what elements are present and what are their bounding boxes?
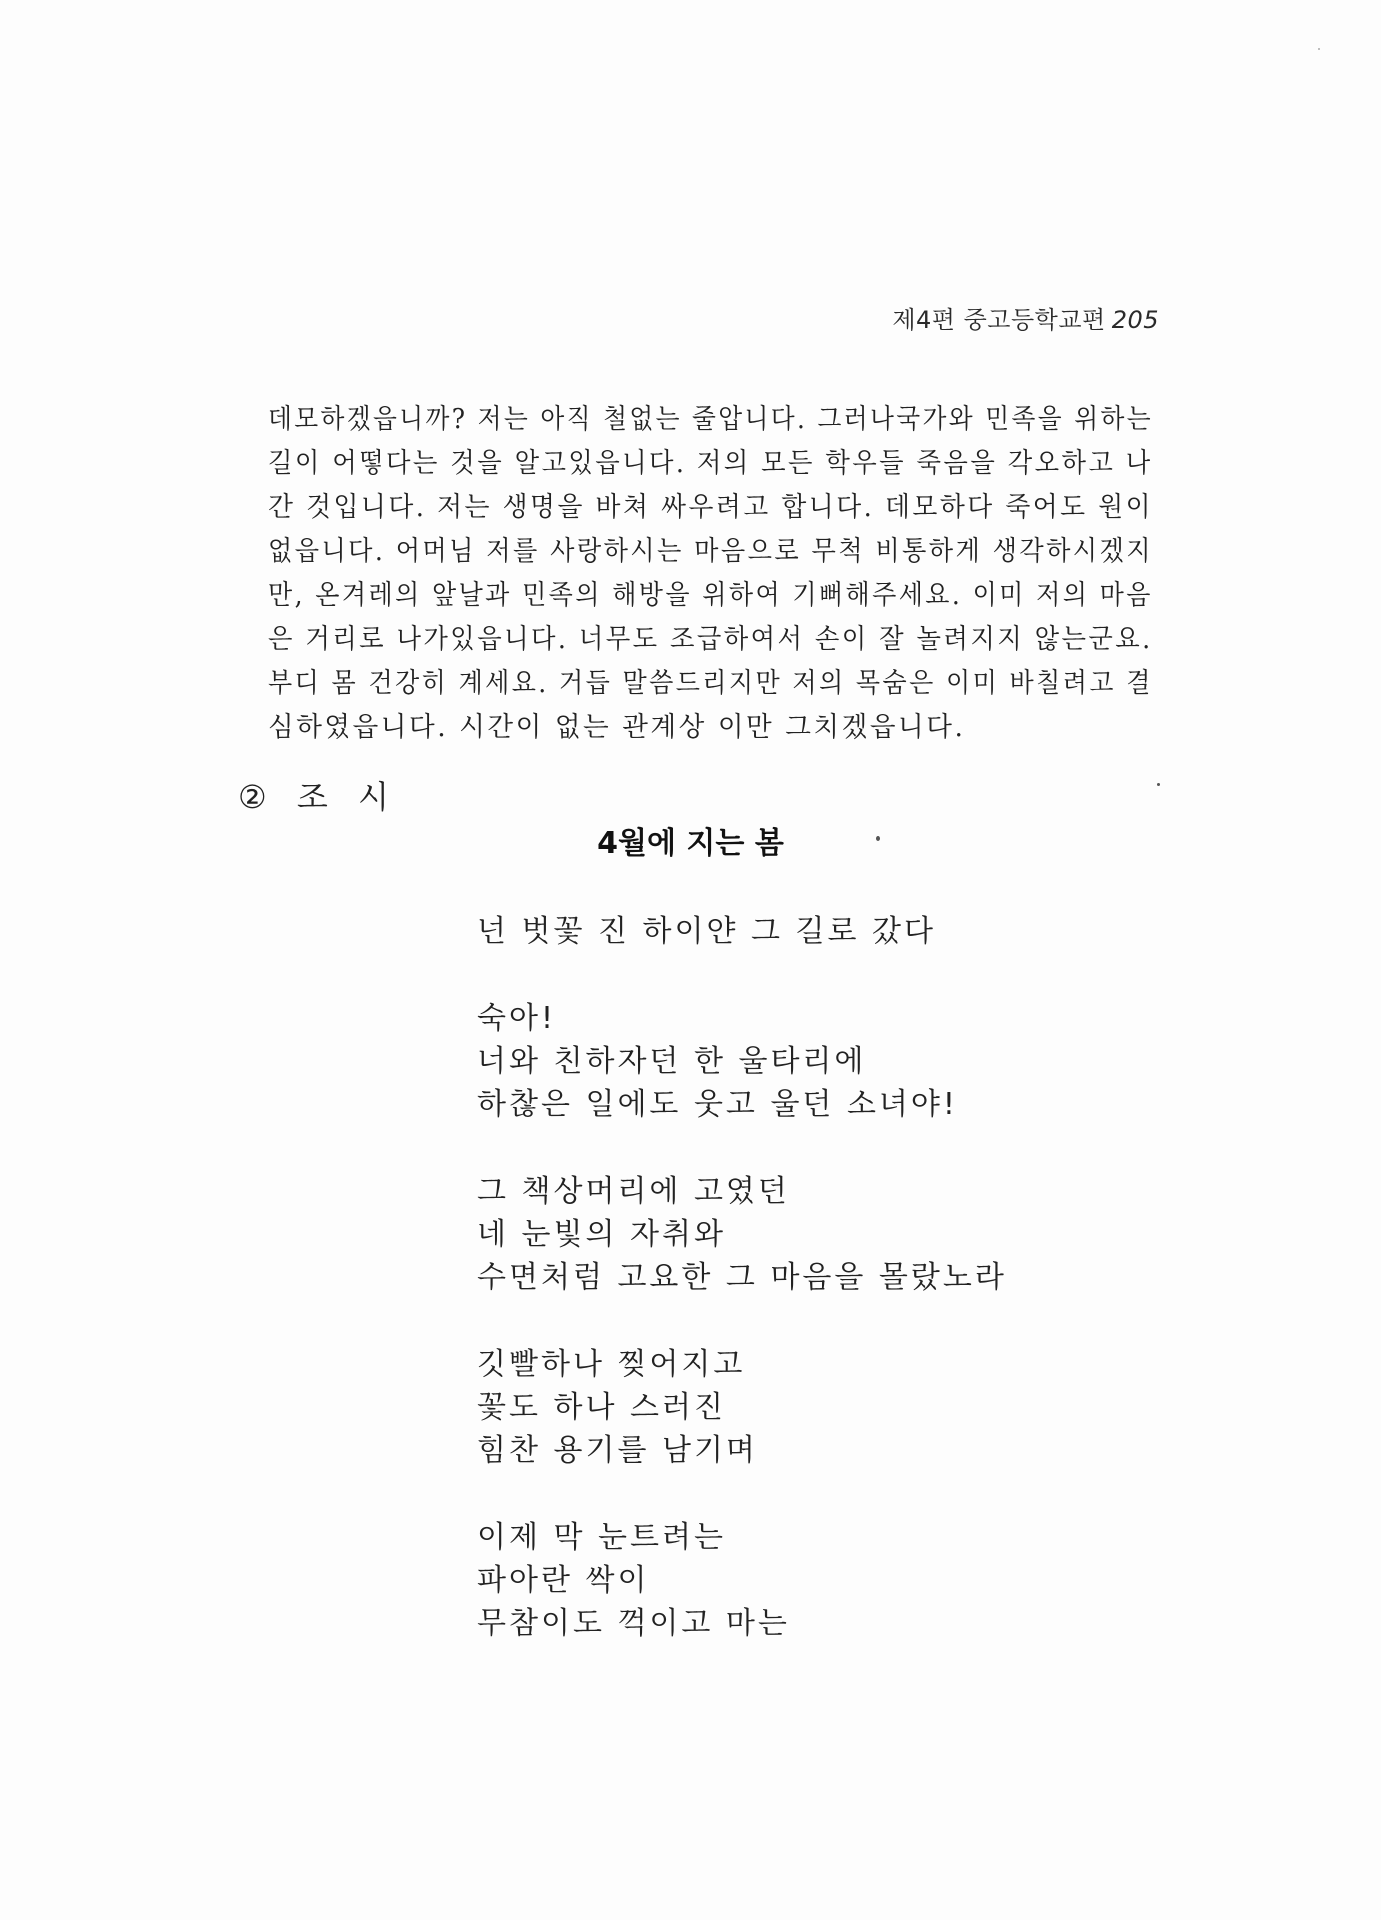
poem-line: 숙아! <box>477 1001 556 1036</box>
poem-title: 4월에 지는 봄 <box>597 826 784 861</box>
scan-speck <box>1157 783 1160 786</box>
poem-line: 하찮은 일에도 웃고 울던 소녀야! <box>477 1087 958 1122</box>
running-title: 제4편 중고등학교편 <box>892 306 1106 334</box>
poem-line: 넌 벗꽃 진 하이얀 그 길로 갔다 <box>477 914 936 949</box>
page-number: 205 <box>1111 306 1159 334</box>
poem-line: 무참이도 꺽이고 마는 <box>477 1606 790 1641</box>
poem-stanza <box>477 1516 1177 1645</box>
poem-line: 깃빨하나 찢어지고 <box>477 1347 746 1382</box>
poem-stanza <box>477 1343 1177 1472</box>
poem-line: 꽃도 하나 스러진 <box>477 1390 726 1425</box>
handwritten-letter <box>268 398 1168 750</box>
poem-line: 네 눈빛의 자취와 <box>477 1217 726 1252</box>
poem-line: 너와 친하자던 한 울타리에 <box>477 1044 867 1079</box>
letter-line: 길이 어떻다는 것을 알고있읍니다. 저의 모든 학우들 죽음을 각오하고 나 <box>268 448 1153 479</box>
poem-stanza <box>477 1170 1177 1299</box>
letter-line: 데모하겠읍니까? 저는 아직 철없는 줄압니다. 그러나국가와 민족을 위하는 <box>268 404 1153 435</box>
poem-line: 이제 막 눈트려는 <box>477 1520 726 1555</box>
poem-line: 파아란 싹이 <box>477 1563 650 1598</box>
poem <box>477 910 1177 1689</box>
poem-line: 수면처럼 고요한 그 마음을 몰랐노라 <box>477 1260 1007 1295</box>
running-head <box>892 300 1159 335</box>
poem-line: 힘찬 용기를 남기며 <box>477 1433 758 1468</box>
section-heading: ② 조 시 <box>238 778 399 816</box>
poem-line: 그 책상머리에 고였던 <box>477 1174 790 1209</box>
poem-stanza <box>477 997 1177 1126</box>
letter-line: 간 것입니다. 저는 생명을 바쳐 싸우려고 합니다. 데모하다 죽어도 원이 <box>268 492 1154 523</box>
letter-line: 없읍니다. 어머님 저를 사랑하시는 마음으로 무척 비통하게 생각하시겠지 <box>268 536 1153 567</box>
scan-speck <box>1318 48 1320 50</box>
poem-stanza <box>477 910 1177 953</box>
letter-line: 만, 온겨레의 앞날과 민족의 해방을 위하여 기뻐해주세요. 이미 저의 마음 <box>268 580 1153 611</box>
letter-line: 부디 몸 건강히 계세요. 거듭 말씀드리지만 저의 목숨은 이미 바칠려고 결 <box>268 668 1153 699</box>
letter-line: 은 거리로 나가있읍니다. 너무도 조급하여서 손이 잘 놀려지지 않는군요. <box>268 624 1153 655</box>
letter-line: 심하였읍니다. 시간이 없는 관계상 이만 그치겠읍니다. <box>268 712 966 743</box>
scan-speck <box>876 836 880 841</box>
